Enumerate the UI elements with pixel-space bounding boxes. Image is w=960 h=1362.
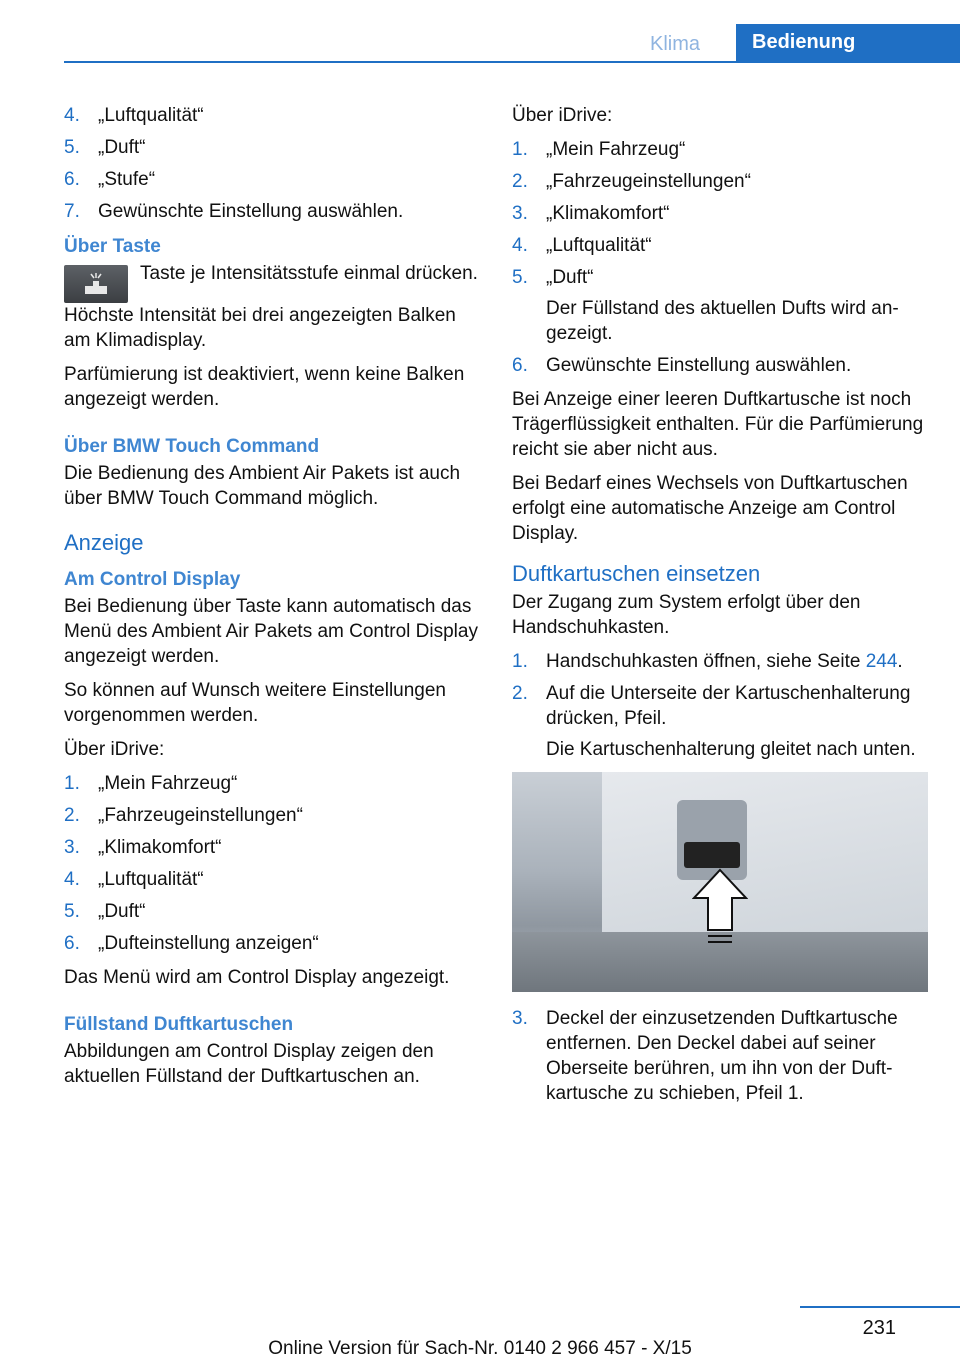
heading-ueber-taste: Über Taste xyxy=(64,236,161,257)
list-number: 4. xyxy=(512,235,528,256)
footer-rule xyxy=(800,1306,960,1308)
paragraph: Über iDrive: xyxy=(64,739,165,760)
list-item xyxy=(64,199,480,224)
taste-instruction: Taste je Intensitätsstufe einmal drücken. xyxy=(140,263,478,284)
list-subtext: Der Füllstand des aktuellen Dufts wird angezeigt. xyxy=(546,298,899,344)
page-link[interactable]: 244 xyxy=(865,651,898,672)
list-item xyxy=(64,167,480,192)
fragrance-button-icon xyxy=(64,265,128,303)
list-item xyxy=(64,899,480,924)
list-number: 6. xyxy=(64,933,80,954)
heading-einsetzen: Duftkartuschen einsetzen xyxy=(512,561,761,586)
tab-klima-label: Klima xyxy=(650,33,701,55)
list-number: 2. xyxy=(512,683,528,704)
list-item xyxy=(512,649,928,674)
list-number: 5. xyxy=(64,901,80,922)
heading-touch-command: Über BMW Touch Command xyxy=(64,436,320,457)
steps-list-einsetzen-cont xyxy=(512,1006,928,1106)
list-item xyxy=(512,137,928,162)
right-column xyxy=(512,103,928,1115)
list-item xyxy=(64,835,480,860)
list-number: 6. xyxy=(64,169,80,190)
list-item xyxy=(64,867,480,892)
list-item xyxy=(512,169,928,194)
paragraph: Höchste Intensität bei drei angezeigten Balken am Klimadisplay. xyxy=(64,305,456,351)
paragraph: Bei Anzeige einer leeren Duftkartusche ist noch Trägerflüssigkeit enthalten. Für die Parfümierung reicht sie aber nicht aus. xyxy=(512,389,924,460)
list-item xyxy=(64,135,480,160)
heading-anzeige: Anzeige xyxy=(64,530,144,555)
list-number: 5. xyxy=(512,267,528,288)
list-item xyxy=(512,1006,928,1106)
list-text: „Fahrzeugeinstellungen“ xyxy=(98,805,303,826)
list-text: „Luftqualität“ xyxy=(98,105,204,126)
heading-fuellstand: Füllstand Duftkartuschen xyxy=(64,1014,294,1035)
list-item xyxy=(64,771,480,796)
list-number: 7. xyxy=(64,201,80,222)
list-item xyxy=(64,103,480,128)
header-rule xyxy=(64,61,960,63)
list-subtext: Die Kartuschenhalterung gleitet nach unten. xyxy=(546,739,916,760)
list-number: 4. xyxy=(64,105,80,126)
left-column xyxy=(64,103,480,1098)
list-text: „Mein Fahrzeug“ xyxy=(546,139,686,160)
tab-bedienung[interactable] xyxy=(736,24,960,61)
page-number: 231 xyxy=(862,1317,896,1339)
list-text: „Duft“ xyxy=(546,267,594,288)
list-item xyxy=(512,233,928,258)
paragraph: Abbildungen am Control Display zeigen den aktuellen Füllstand der Duftkartuschen an. xyxy=(64,1041,434,1087)
steps-list-einsetzen xyxy=(512,649,928,762)
list-number: 5. xyxy=(64,137,80,158)
list-text: Deckel der einzusetzenden Duftkartusche entfernen. Den Deckel dabei auf seiner Oberseite berühren, um ihn von der Duftkartusche zu schieben, Pfeil 1. xyxy=(546,1008,898,1104)
version-footer: Online Version für Sach-Nr. 0140 2 966 457 - X/15 xyxy=(268,1338,692,1359)
list-number: 6. xyxy=(512,355,528,376)
paragraph: Die Bedienung des Ambient Air Pakets ist auch über BMW Touch Command möglich. xyxy=(64,463,461,509)
fragrance-glyph-icon xyxy=(81,272,111,296)
list-text: Gewünschte Einstellung auswählen. xyxy=(98,201,404,222)
steps-list-anzeige xyxy=(64,771,480,956)
list-text: „Mein Fahrzeug“ xyxy=(98,773,238,794)
list-text: „Luftqualität“ xyxy=(546,235,652,256)
list-item xyxy=(512,681,928,762)
list-item xyxy=(64,803,480,828)
list-text: Handschuhkasten öffnen, siehe Seite xyxy=(546,651,866,672)
list-number: 2. xyxy=(64,805,80,826)
list-item xyxy=(512,265,928,346)
photo-panel xyxy=(602,772,928,932)
list-number: 3. xyxy=(512,1008,528,1029)
paragraph: Das Menü wird am Control Display angezeigt. xyxy=(64,967,450,988)
taste-row xyxy=(64,261,480,303)
paragraph: Parfümierung ist deaktiviert, wenn keine Balken angezeigt werden. xyxy=(64,364,465,410)
list-number: 2. xyxy=(512,171,528,192)
list-text: „Klimakomfort“ xyxy=(546,203,670,224)
glovebox-photo xyxy=(512,772,928,992)
paragraph: Der Zugang zum System erfolgt über den Handschuhkasten. xyxy=(512,592,861,638)
cartridge-slot xyxy=(684,842,740,868)
tab-bedienung-label: Bedienung xyxy=(752,31,856,53)
tab-klima[interactable] xyxy=(650,32,700,57)
list-text-end: . xyxy=(897,651,903,672)
paragraph: So können auf Wunsch weitere Einstellungen vorgenommen werden. xyxy=(64,680,447,726)
list-text: Gewünschte Einstellung auswählen. xyxy=(546,355,852,376)
paragraph: Über iDrive: xyxy=(512,105,613,126)
list-item xyxy=(512,201,928,226)
arrow-up-icon xyxy=(692,868,748,948)
list-text: „Luftqualität“ xyxy=(98,869,204,890)
heading-am-control-display: Am Control Display xyxy=(64,569,241,590)
list-item xyxy=(512,353,928,378)
list-text: „Dufteinstellung anzeigen“ xyxy=(98,933,319,954)
list-number: 1. xyxy=(512,651,528,672)
list-number: 1. xyxy=(512,139,528,160)
list-number: 3. xyxy=(512,203,528,224)
list-text: „Stufe“ xyxy=(98,169,156,190)
list-text: „Klimakomfort“ xyxy=(98,837,222,858)
paragraph: Bei Bedienung über Taste kann automatisch das Menü des Ambient Air Pakets am Control Display angezeigt werden. xyxy=(64,596,478,667)
paragraph: Bei Bedarf eines Wechsels von Duftkartuschen erfolgt eine automatische Anzeige am Control Display. xyxy=(512,473,908,544)
list-text: „Duft“ xyxy=(98,137,146,158)
steps-list-top xyxy=(64,103,480,224)
list-number: 3. xyxy=(64,837,80,858)
steps-list-idrive xyxy=(512,137,928,378)
list-text: „Duft“ xyxy=(98,901,146,922)
list-number: 4. xyxy=(64,869,80,890)
list-text: „Fahrzeugeinstellungen“ xyxy=(546,171,751,192)
list-text: Auf die Unterseite der Kartuschenhalterung drücken, Pfeil. xyxy=(546,683,911,729)
list-number: 1. xyxy=(64,773,80,794)
list-item xyxy=(64,931,480,956)
